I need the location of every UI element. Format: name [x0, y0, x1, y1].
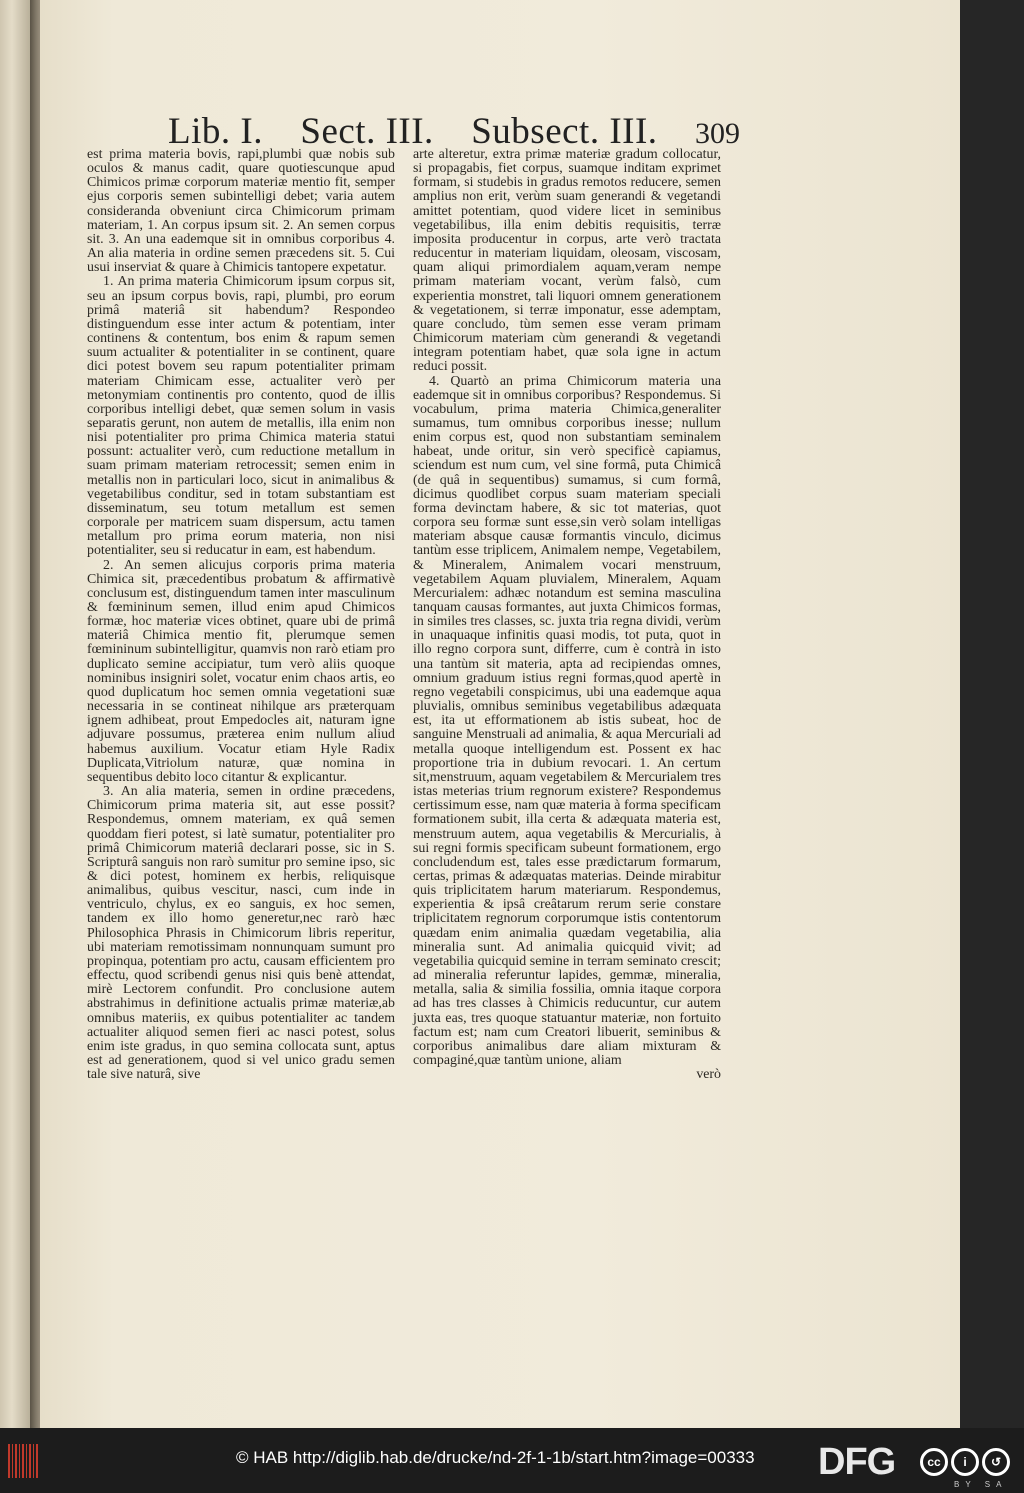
catchword: verò — [696, 1067, 721, 1083]
right-text-column — [413, 148, 721, 1082]
barcode-icon — [8, 1444, 38, 1478]
paragraph: 1. An prima materia Chimicorum ipsum corpus sit, seu an ipsum corpus bovis, rapi, plumbi, pro eorum primâ materiâ sit habendum? Respondeo distinguendum esse inter actum & potentiam, inter continens & contentum, bos enim & rapum semen suum actualiter & potentialiter in se continent, quare dici potest bovem seu rapum potentialiter primam materiam Chimicam esse, actualiter verò per metonymiam continentis pro contento, quod de illis corporibus intelligi debet, quæ semen solum in vasis separatis gerunt, non autem de metallis, illa enim non nisi potentialiter pro prima Chimica materia statui possunt: actualiter verò, cum reductione metallum in suam primam materiam retrocessit; semen enim in metallis non in particulari loco, sicut in animalibus & vegetabilibus conditur, sed in totam substantiam est disseminatum, seu totum metallum est semen corporale per matricem suam dispersum, actu tamen metallum pro prima eorum materia, non nisi potentialiter, seu si reducatur in eam, est habendum. — [87, 274, 395, 559]
dfg-logo[interactable]: DFG — [818, 1441, 896, 1483]
subsection-label: Subsect. III. — [471, 111, 658, 152]
copyright-link[interactable]: © HAB http://diglib.hab.de/drucke/nd-2f-1-1b/start.htm?image=00333 — [236, 1448, 755, 1467]
cc-icon: cc — [920, 1448, 948, 1476]
paragraph: est prima materia bovis, rapi,plumbi quæ nobis sub oculos & manus cadit, quare quotiescunque apud Chimicos primæ corporum materiæ mentio fit, semper ejus corporis semen subintelligi debet; varia autem consideranda obveniunt circa Chimicorum primam materiam, 1. An corpus ipsum sit. 2. An semen corpus sit. 3. An una eademque sit in omnibus corporibus 4. An alia materia in ordine semen præcedens sit. 5. Cui usui inserviat & quare à Chimicis tantopere expetatur. — [87, 147, 395, 276]
share-alike-icon: ↺ — [982, 1448, 1010, 1476]
book-gutter — [30, 0, 40, 1428]
by-attribution-icon: i — [951, 1448, 979, 1476]
paragraph: arte alteretur, extra primæ materiæ gradum collocatur, si propagabis, fiet corpus, suamque inditam exprimet formam, si studebis in gradus remotos reducere, semen amplius non erit, verùm suam generandi & vegetandi amittet potentiam, quod videre licet in seminibus vegetabilibus, illa enim debitis requisitis, terræ imposita producentur in corpus, arte verò tractata reducentur in materiam liquidam, oleosam, viscosam, quam aliqui primordialem aquam,veram nempe primam materiam vocant, verùm falsò, cum experientia monstret, tali liquori omnem generationem & vegetationem, si terræ imponatur, esse ademptam, quare concludo, tùm semen esse veram primam Chimicorum materiam cùm generandi & vegetandi integram potentiam habet, quæ sola igne in actum reduci possit. — [413, 147, 721, 375]
cc-license-labels: BY SA — [954, 1480, 1008, 1489]
page-number: 309 — [694, 117, 740, 150]
viewer-footer — [0, 1428, 1024, 1493]
paragraph: 2. An semen alicujus corporis prima materia Chimica sit, præcedentibus probatum & affirmativè conclusum est, distinguendum tamen inter masculinum & fœmininum semen, illud enim apud Chimicos formæ, hoc materiæ vices obtinet, quare ubi de primâ materiâ Chimica mentio fit, plerumque semen fœmininum subintelligitur, quamvis non rarò etiam pro duplicato semine accipiatur, tum verò aliis quoque nominibus insigniri solet, vocatur enim chaos artis, eo quod duplicatum hoc semen omnia vegetationi suæ necessaria in se contineat nihilque ars præterquam ignem adhibeat, prout Empedocles ait, naturam igne adjuvare possumus, præterea enim nullum aliud habemus auxilium. Vocatur etiam Hyle Radix Duplicata,Vitriolum naturæ, quæ nomina in sequentibus debito loco citantur & explicantur. — [87, 557, 395, 785]
book-label: Lib. I. — [168, 111, 263, 152]
facing-page-edge — [0, 0, 30, 1428]
cc-license-badge[interactable] — [920, 1444, 1016, 1480]
left-text-column — [87, 148, 395, 1082]
section-label: Sect. III. — [300, 111, 434, 152]
paragraph: 3. An alia materia, semen in ordine præcedens, Chimicorum prima materia sit, aut esse possit? Respondemus, omnem materiam, ex quâ semen quoddam fieri potest, si latè sumatur, potentialiter pro primâ Chimicorum materiâ declarari posse, sic in S. Scripturâ sanguis non rarò sumitur pro semine ipso, sic & dici potest, hominem ex herbis, reliquisque animalibus, quibus vescitur, nasci, cum inde in ventriculo, chylus, ex eo sanguis, ex hoc semen, tandem ex illo homo generetur,nec rarò hæc Philosophica Phrasis in Chimicorum libris reperitur, ubi materiam remotissimam nonnunquam sumunt pro propinqua, potentiam pro actu, causam efficientem pro effectu, quod scribendi genus nisi quis benè attendat, mirè Lectorem confundit. Pro conclusione autem abstrahimus in definitione actualis primæ materiæ,ab omnibus materiis, ex quibus potentialiter ac tandem actualiter aliquod semen fieri ac nasci potest, solus enim iste gradus, in quo semina collocata sunt, aptus est ad generationem, quod si vel unico gradu semen tale sive naturâ, sive — [87, 784, 395, 1083]
paragraph: 4. Quartò an prima Chimicorum materia una eademque sit in omnibus corporibus? Respondemus. Si vocabulum, prima materia Chimica,generaliter sumamus, tum omnibus corporibus inesse; nullum enim corpus est, quod non substantiam seminalem habeat, unde oritur, sin verò specificè capiamus, sciendum est num cum, vel sine formâ, puta Chimicâ (de quâ in sequentibus) sumamus, si cum formâ, dicimus quodlibet corpus suam materiam speciali forma devinctam habere, & sic tot materias, quot corpora seu formæ sunt esse,sin verò solam intelligas materiam absque causæ formantis vinculo, dicimus tantùm esse triplicem, Animalem nempe, Vegetabilem, & Mineralem, Animalem vocari menstruum, vegetabilem Aquam pluvialem, Mineralem, Aquam Mercurialem: adhæc notandum est semina masculina tanquam causas formantes, aut juxta Chimicos formas, in similes tres classes, sc. juxta tria regna dividi, verùm in unaquaque infinitis quasi modis, tot puta, quot in illo regno corpora sunt, differre, cum è contrà in isto una tantùm sit materia, apta ad recipiendas omnes, omnium graduum istius regni formas,quod apertè in regno vegetabili conspicimus, ubi una eademque aqua pluvialis, omnibus seminibus vegetabilibus adæquata est, ita ut efformationem ab istis subeat, hoc de sanguine Menstruali ad animalia, & aqua Mercuriali ad metalla quoque intelligendum est. Possent ex hac proportione tria in dubium revocari. 1. An certum sit,menstruum, aquam vegetabilem & Mercurialem tres istas meterias trium regnorum existere? Respondemus certissimum esse, nam quæ materia à forma specificam formationem subit, illa certa & adæquata materia est, menstruum autem, aqua vegetabilis & Mercurialis, à sui regni formis specificam subeunt formationem, ergo concludendum est, tales esse prædictarum formarum, certas, primas & adæquatas materias. Deinde mirabitur quis triplicitatem harum materiarum. Respondemus, experientia & ipsâ creâtarum rerum serie constare triplicitatem regnorum corporumque istis contentorum quædam enim animalia quædam vegetabilia, alia mineralia sunt. Ad animalia quicquid vivit; ad vegetabilia quicquid semine in terram seminato crescit; ad mineralia referuntur lapides, gemmæ, mineralia, metalla, salia & similia fossilia, omnia itaque corpora ad has tres classes à Chimicis reducuntur, cur autem juxta eas, tres quoque statuantur materiæ, non fortuito factum est; nam cum Creatori libuerit, seminibus & corporibus animalibus dare aliam mixturam & compaginé,quæ tantùm unione, aliam — [413, 373, 721, 1068]
scan-background — [960, 0, 1024, 1428]
